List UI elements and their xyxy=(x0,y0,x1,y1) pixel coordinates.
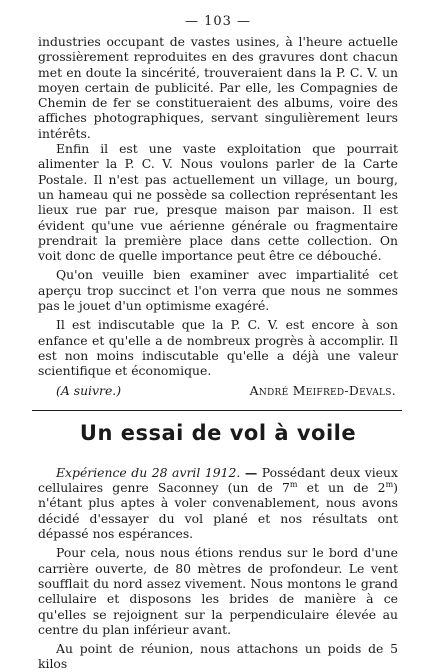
unit-superscript-1: m xyxy=(289,480,298,489)
continued-note: (A suivre.) xyxy=(56,382,122,398)
paragraph-experience-text-a: Possédant deux vieux cellulaires genre Saconney (un de 7 xyxy=(38,464,398,496)
paragraph-carriere: Pour cela, nous nous étions rendus sur le bord d'une carrière ouverte, de 80 mètres de profondeur. Le vent soufflait du nord assez vivement. Nous montons le grand cellulaire et disposons les brides de manière à ce qu'elles se rejoignent sur la perpendiculaire élevée au centre du plan inférieur avant. xyxy=(38,545,398,637)
unit-superscript-2: m xyxy=(385,480,394,489)
article-title: Un essai de vol à voile xyxy=(79,420,357,445)
paragraph-experience xyxy=(38,465,398,541)
paragraph-experience-text-c: ) n'étant plus aptes à voler convenablement, nous avons décidé d'essayer du vol plané et nos résultats ont dépassé nos espérances. xyxy=(38,480,398,542)
paragraph-experience-text-b: et un de 2 xyxy=(297,480,386,496)
dateline: Expérience du 28 avril 1912. xyxy=(56,464,241,480)
paragraph-apercu: Qu'on veuille bien examiner avec impartialité cet aperçu trop succinct et l'on verra que nous ne sommes pas le jouet d'un optimisme exagéré. xyxy=(38,267,398,314)
signature-row xyxy=(38,383,398,398)
paragraph-carte-postale: Enfin il est une vaste exploitation que pourrait alimenter la P. C. V. Nous voulons parler de la Carte Postale. Il n'est pas actuellement un village, un bourg, un hameau qui ne possède sa collection représentant les lieux rue par rue, presque maison par maison. Il est évident qu'une vue aérienne générale ou fragmentaire prendrait la première place dans cette collection. On voit donc de quelle importance peut être ce débouché. xyxy=(38,141,398,264)
page-number: — 103 — xyxy=(184,14,252,29)
paragraph-industries: industries occupant de vastes usines, à l'heure actuelle grossièrement reproduites en des gravures dont chacun met en doute la sincérité, trouveraient dans la P. C. V. un moyen certain de publicité. Par elle, les Compagnies de Chemin de fer se constitueraient des albums, voire des affiches photographiques, servant singulièrement leurs intérêts. xyxy=(38,34,398,141)
paragraph-indiscutable: Il est indiscutable que la P. C. V. est encore à son enfance et qu'elle a de nombreux progrès à accomplir. Il est non moins indiscutable qu'elle a déjà une valeur scientifique et économique. xyxy=(38,317,398,379)
author-signature: André Meifred-Devals. xyxy=(249,382,396,398)
paragraph-poids: Au point de réunion, nous attachons un poids de 5 kilos xyxy=(38,641,398,672)
dateline-dash: — xyxy=(244,464,258,480)
section-divider xyxy=(32,410,402,411)
